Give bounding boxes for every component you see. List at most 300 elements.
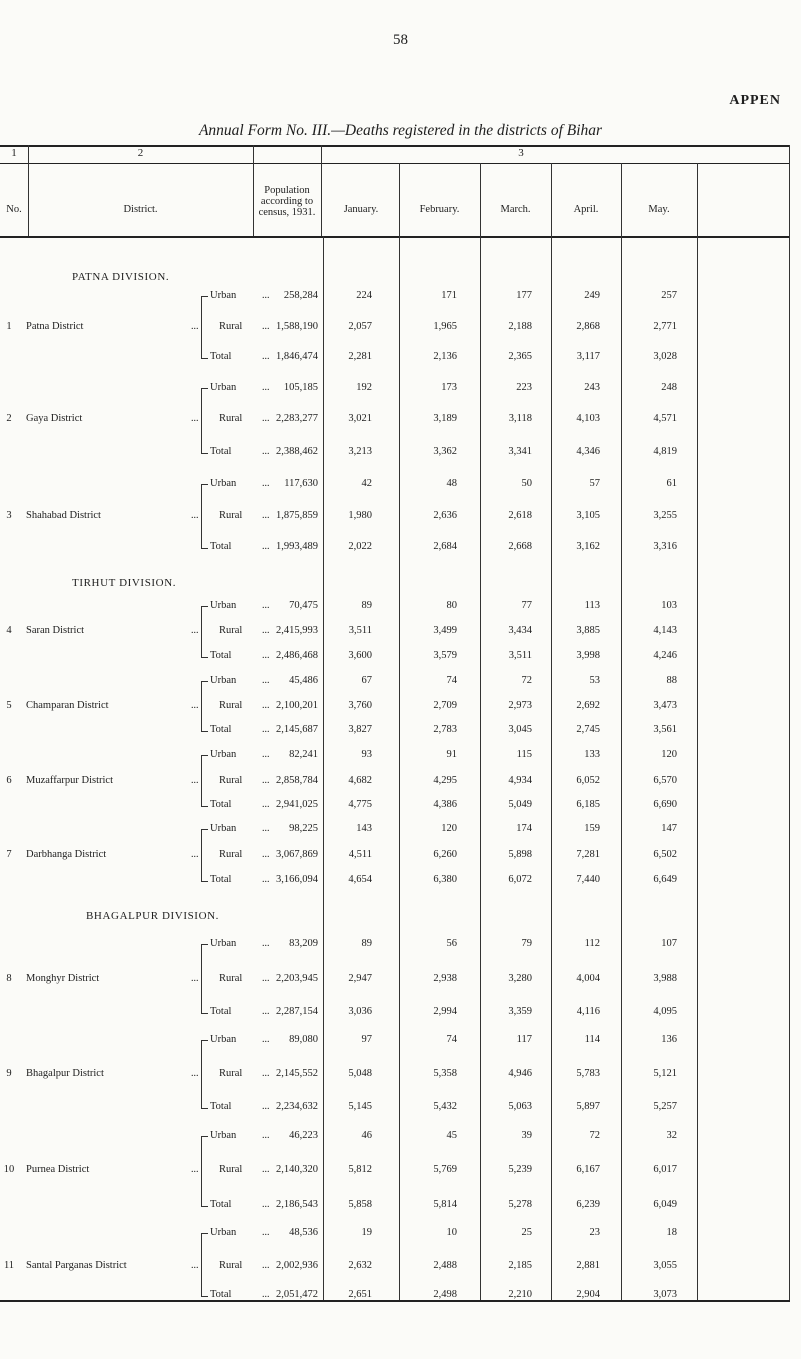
leader-dots: ... <box>262 351 270 362</box>
month-value-2: 4,295 <box>433 775 457 786</box>
month-value-1: 2,651 <box>348 1289 372 1300</box>
month-value-4: 3,105 <box>576 510 600 521</box>
month-value-5: 6,570 <box>653 775 677 786</box>
month-value-5: 257 <box>661 290 677 301</box>
month-value-5: 3,988 <box>653 973 677 984</box>
leader-dots: ... <box>262 1006 270 1017</box>
leader-dots: ... <box>262 799 270 810</box>
month-value-3: 5,239 <box>508 1164 532 1175</box>
district-number: 4 <box>6 625 12 636</box>
row-kind-total: Total <box>210 1289 232 1300</box>
month-value-3: 5,049 <box>508 799 532 810</box>
month-value-5: 4,819 <box>653 446 677 457</box>
month-value-4: 4,116 <box>576 1006 600 1017</box>
row-kind-rural: Rural <box>219 321 243 332</box>
month-value-3: 6,072 <box>508 874 532 885</box>
row-kind-urban: Urban <box>210 478 237 489</box>
population-value: 83,209 <box>289 938 318 949</box>
month-value-2: 91 <box>446 749 457 760</box>
month-value-5: 3,055 <box>653 1260 677 1271</box>
row-kind-rural: Rural <box>219 1068 243 1079</box>
month-value-5: 136 <box>661 1034 677 1045</box>
month-value-5: 4,095 <box>653 1006 677 1017</box>
row-kind-total: Total <box>210 1006 232 1017</box>
month-value-3: 223 <box>516 382 532 393</box>
month-value-5: 120 <box>661 749 677 760</box>
month-value-1: 2,022 <box>348 541 372 552</box>
row-kind-urban: Urban <box>210 823 237 834</box>
month-value-1: 192 <box>356 382 372 393</box>
month-value-1: 3,760 <box>348 700 372 711</box>
district-number: 3 <box>6 510 12 521</box>
month-value-5: 4,571 <box>653 413 677 424</box>
district-brace <box>201 755 208 807</box>
month-value-3: 2,668 <box>508 541 532 552</box>
month-value-4: 4,103 <box>576 413 600 424</box>
leader-dots: ... <box>262 413 270 424</box>
month-value-4: 3,162 <box>576 541 600 552</box>
population-value: 89,080 <box>289 1034 318 1045</box>
district-name: Gaya District <box>26 413 83 424</box>
population-value: 45,486 <box>289 675 318 686</box>
month-value-2: 5,358 <box>433 1068 457 1079</box>
population-value: 70,475 <box>289 600 318 611</box>
population-value: 2,002,936 <box>276 1260 318 1271</box>
month-value-2: 173 <box>441 382 457 393</box>
leader-dots: ... <box>262 1260 270 1271</box>
month-value-3: 39 <box>521 1130 532 1141</box>
district-brace <box>201 484 208 549</box>
leader-dots: ... <box>262 1034 270 1045</box>
header-population: Population according to census, 1931. <box>258 185 316 218</box>
month-value-4: 113 <box>584 600 600 611</box>
month-value-2: 5,769 <box>433 1164 457 1175</box>
month-value-5: 3,028 <box>653 351 677 362</box>
month-value-1: 46 <box>361 1130 372 1141</box>
district-name: Darbhanga District <box>26 849 107 860</box>
population-value: 2,287,154 <box>276 1006 318 1017</box>
row-kind-rural: Rural <box>219 413 243 424</box>
leader-dots: ... <box>191 321 199 332</box>
district-number: 6 <box>6 775 12 786</box>
month-value-2: 80 <box>446 600 457 611</box>
header-april: April. <box>573 204 599 215</box>
leader-dots: ... <box>262 290 270 301</box>
population-value: 117,630 <box>284 478 318 489</box>
col-rule-february <box>480 163 481 1300</box>
month-value-5: 3,316 <box>653 541 677 552</box>
district-brace <box>201 296 208 359</box>
month-value-5: 147 <box>661 823 677 834</box>
row-kind-urban: Urban <box>210 1034 237 1045</box>
month-value-4: 2,868 <box>576 321 600 332</box>
month-value-3: 117 <box>516 1034 532 1045</box>
month-value-1: 3,511 <box>348 625 372 636</box>
leader-dots: ... <box>262 1227 270 1238</box>
leader-dots: ... <box>262 382 270 393</box>
month-value-2: 3,189 <box>433 413 457 424</box>
month-value-1: 89 <box>361 938 372 949</box>
district-name: Bhagalpur District <box>26 1068 104 1079</box>
row-kind-rural: Rural <box>219 1164 243 1175</box>
month-value-5: 18 <box>666 1227 677 1238</box>
population-value: 3,166,094 <box>276 874 318 885</box>
month-value-3: 5,278 <box>508 1199 532 1210</box>
column-number-2: 2 <box>137 147 144 159</box>
col-rule-may <box>697 163 698 1300</box>
population-value: 3,067,869 <box>276 849 318 860</box>
row-kind-urban: Urban <box>210 600 237 611</box>
header-bottom-rule <box>0 236 790 238</box>
header-march: March. <box>500 204 531 215</box>
month-value-4: 23 <box>589 1227 600 1238</box>
population-value: 2,388,462 <box>276 446 318 457</box>
month-value-4: 2,881 <box>576 1260 600 1271</box>
row-kind-rural: Rural <box>219 1260 243 1271</box>
month-value-4: 6,239 <box>576 1199 600 1210</box>
district-brace <box>201 944 208 1014</box>
month-value-4: 53 <box>589 675 600 686</box>
table-title: Annual Form No. III.—Deaths registered in the districts of Bihar <box>198 122 603 139</box>
month-value-2: 2,136 <box>433 351 457 362</box>
month-value-3: 2,188 <box>508 321 532 332</box>
month-value-5: 3,255 <box>653 510 677 521</box>
population-value: 2,140,320 <box>276 1164 318 1175</box>
month-value-5: 6,017 <box>653 1164 677 1175</box>
col-rule-population-body <box>323 236 324 1300</box>
row-kind-urban: Urban <box>210 290 237 301</box>
row-kind-rural: Rural <box>219 625 243 636</box>
column-number-rule <box>0 163 790 164</box>
month-value-5: 6,690 <box>653 799 677 810</box>
month-value-2: 2,636 <box>433 510 457 521</box>
leader-dots: ... <box>262 446 270 457</box>
month-value-3: 2,618 <box>508 510 532 521</box>
population-value: 2,186,543 <box>276 1199 318 1210</box>
district-name: Monghyr District <box>26 973 100 984</box>
month-value-2: 1,965 <box>433 321 457 332</box>
month-value-3: 4,934 <box>508 775 532 786</box>
district-brace <box>201 606 208 658</box>
column-number-3: 3 <box>518 147 524 159</box>
month-value-3: 3,341 <box>508 446 532 457</box>
population-value: 98,225 <box>289 823 318 834</box>
month-value-1: 3,827 <box>348 724 372 735</box>
row-kind-total: Total <box>210 799 232 810</box>
population-value: 1,993,489 <box>276 541 318 552</box>
header-no: No. <box>6 204 22 215</box>
month-value-4: 5,897 <box>576 1101 600 1112</box>
month-value-2: 2,488 <box>433 1260 457 1271</box>
month-value-5: 6,649 <box>653 874 677 885</box>
month-value-1: 67 <box>361 675 372 686</box>
month-value-1: 2,947 <box>348 973 372 984</box>
running-head: APPEN <box>729 93 781 108</box>
month-value-4: 5,783 <box>576 1068 600 1079</box>
leader-dots: ... <box>262 749 270 760</box>
month-value-3: 3,434 <box>508 625 532 636</box>
month-value-1: 4,682 <box>348 775 372 786</box>
column-number-1: 1 <box>11 147 17 159</box>
leader-dots: ... <box>191 510 199 521</box>
population-value: 2,145,687 <box>276 724 318 735</box>
district-number: 7 <box>6 849 12 860</box>
row-kind-rural: Rural <box>219 775 243 786</box>
district-brace <box>201 1233 208 1297</box>
month-value-4: 2,692 <box>576 700 600 711</box>
month-value-2: 48 <box>446 478 457 489</box>
division-title: TIRHUT DIVISION. <box>72 577 177 589</box>
month-value-3: 2,973 <box>508 700 532 711</box>
header-february: February. <box>419 204 460 215</box>
leader-dots: ... <box>191 973 199 984</box>
leader-dots: ... <box>262 1068 270 1079</box>
month-value-4: 3,998 <box>576 650 600 661</box>
month-value-3: 177 <box>516 290 532 301</box>
month-value-3: 5,063 <box>508 1101 532 1112</box>
leader-dots: ... <box>262 938 270 949</box>
district-number: 10 <box>3 1164 15 1175</box>
month-value-5: 5,121 <box>653 1068 677 1079</box>
leader-dots: ... <box>262 973 270 984</box>
population-value: 48,536 <box>289 1227 318 1238</box>
month-value-1: 93 <box>361 749 372 760</box>
month-value-2: 120 <box>441 823 457 834</box>
month-value-5: 2,771 <box>653 321 677 332</box>
leader-dots: ... <box>262 600 270 611</box>
leader-dots: ... <box>262 1289 270 1300</box>
population-value: 258,284 <box>283 290 318 301</box>
leader-dots: ... <box>262 1130 270 1141</box>
month-value-3: 3,280 <box>508 973 532 984</box>
month-value-2: 6,380 <box>433 874 457 885</box>
row-kind-urban: Urban <box>210 1130 237 1141</box>
month-value-1: 89 <box>361 600 372 611</box>
leader-dots: ... <box>262 541 270 552</box>
district-name: Shahabad District <box>26 510 101 521</box>
month-value-5: 103 <box>661 600 677 611</box>
row-kind-urban: Urban <box>210 749 237 760</box>
leader-dots: ... <box>262 874 270 885</box>
leader-dots: ... <box>191 1164 199 1175</box>
month-value-1: 143 <box>356 823 372 834</box>
month-value-4: 4,346 <box>576 446 600 457</box>
month-value-5: 6,049 <box>653 1199 677 1210</box>
month-value-2: 2,498 <box>433 1289 457 1300</box>
leader-dots: ... <box>262 1101 270 1112</box>
month-value-1: 3,021 <box>348 413 372 424</box>
population-value: 2,486,468 <box>276 650 318 661</box>
district-name: Purnea District <box>26 1164 90 1175</box>
month-value-1: 3,213 <box>348 446 372 457</box>
month-value-3: 2,210 <box>508 1289 532 1300</box>
leader-dots: ... <box>262 775 270 786</box>
month-value-2: 6,260 <box>433 849 457 860</box>
leader-dots: ... <box>191 625 199 636</box>
col-rule-right <box>789 145 790 1300</box>
month-value-2: 45 <box>446 1130 457 1141</box>
month-value-1: 5,858 <box>348 1199 372 1210</box>
month-value-5: 5,257 <box>653 1101 677 1112</box>
district-name: Saran District <box>26 625 85 636</box>
row-kind-total: Total <box>210 351 232 362</box>
month-value-3: 3,511 <box>508 650 532 661</box>
population-value: 2,415,993 <box>276 625 318 636</box>
row-kind-urban: Urban <box>210 938 237 949</box>
month-value-4: 7,440 <box>576 874 600 885</box>
month-value-1: 5,812 <box>348 1164 372 1175</box>
month-value-1: 3,036 <box>348 1006 372 1017</box>
leader-dots: ... <box>262 675 270 686</box>
population-value: 46,223 <box>289 1130 318 1141</box>
leader-dots: ... <box>262 849 270 860</box>
month-value-1: 224 <box>356 290 372 301</box>
month-value-3: 79 <box>521 938 532 949</box>
month-value-3: 25 <box>521 1227 532 1238</box>
month-value-2: 56 <box>446 938 457 949</box>
month-value-3: 2,185 <box>508 1260 532 1271</box>
population-value: 1,875,859 <box>276 510 318 521</box>
leader-dots: ... <box>262 1199 270 1210</box>
division-title: BHAGALPUR DIVISION. <box>86 910 220 922</box>
month-value-1: 2,281 <box>348 351 372 362</box>
month-value-3: 174 <box>516 823 532 834</box>
month-value-1: 19 <box>361 1227 372 1238</box>
row-kind-total: Total <box>210 874 232 885</box>
month-value-1: 4,654 <box>348 874 372 885</box>
month-value-5: 6,502 <box>653 849 677 860</box>
month-value-5: 3,073 <box>653 1289 677 1300</box>
month-value-5: 3,473 <box>653 700 677 711</box>
month-value-4: 3,885 <box>576 625 600 636</box>
leader-dots: ... <box>191 1068 199 1079</box>
month-value-2: 74 <box>446 675 457 686</box>
district-brace <box>201 681 208 732</box>
row-kind-total: Total <box>210 650 232 661</box>
month-value-3: 3,045 <box>508 724 532 735</box>
population-value: 2,203,945 <box>276 973 318 984</box>
district-brace <box>201 1136 208 1207</box>
district-brace <box>201 1040 208 1109</box>
row-kind-total: Total <box>210 446 232 457</box>
month-value-1: 5,048 <box>348 1068 372 1079</box>
month-value-1: 4,511 <box>348 849 372 860</box>
month-value-2: 3,499 <box>433 625 457 636</box>
district-number: 1 <box>6 321 12 332</box>
district-name: Muzaffarpur District <box>26 775 113 786</box>
leader-dots: ... <box>262 478 270 489</box>
population-value: 2,100,201 <box>276 700 318 711</box>
month-value-2: 5,432 <box>433 1101 457 1112</box>
month-value-3: 115 <box>516 749 532 760</box>
header-district: District. <box>123 204 158 215</box>
month-value-4: 6,052 <box>576 775 600 786</box>
division-title: PATNA DIVISION. <box>72 271 170 283</box>
month-value-1: 4,775 <box>348 799 372 810</box>
month-value-4: 6,167 <box>576 1164 600 1175</box>
month-value-2: 10 <box>446 1227 457 1238</box>
district-name: Champaran District <box>26 700 109 711</box>
row-kind-rural: Rural <box>219 849 243 860</box>
month-value-4: 57 <box>589 478 600 489</box>
district-brace <box>201 829 208 882</box>
month-value-3: 3,118 <box>508 413 532 424</box>
population-value: 2,234,632 <box>276 1101 318 1112</box>
district-number: 9 <box>6 1068 12 1079</box>
population-value: 2,858,784 <box>276 775 318 786</box>
month-value-2: 3,579 <box>433 650 457 661</box>
leader-dots: ... <box>262 650 270 661</box>
month-value-2: 4,386 <box>433 799 457 810</box>
header-may: May. <box>648 204 670 215</box>
month-value-2: 5,814 <box>433 1199 457 1210</box>
month-value-2: 171 <box>441 290 457 301</box>
month-value-4: 114 <box>584 1034 600 1045</box>
month-value-4: 133 <box>584 749 600 760</box>
month-value-3: 77 <box>521 600 532 611</box>
district-number: 5 <box>6 700 12 711</box>
month-value-5: 248 <box>661 382 677 393</box>
row-kind-urban: Urban <box>210 675 237 686</box>
month-value-3: 5,898 <box>508 849 532 860</box>
col-rule-march <box>551 163 552 1300</box>
month-value-5: 4,143 <box>653 625 677 636</box>
district-name: Santal Parganas District <box>26 1260 127 1271</box>
district-brace <box>201 388 208 454</box>
month-value-3: 2,365 <box>508 351 532 362</box>
month-value-2: 3,362 <box>433 446 457 457</box>
month-value-2: 2,994 <box>433 1006 457 1017</box>
month-value-1: 2,057 <box>348 321 372 332</box>
row-kind-total: Total <box>210 724 232 735</box>
leader-dots: ... <box>262 724 270 735</box>
row-kind-rural: Rural <box>219 510 243 521</box>
month-value-1: 42 <box>361 478 372 489</box>
month-value-5: 4,246 <box>653 650 677 661</box>
leader-dots: ... <box>262 321 270 332</box>
month-value-4: 112 <box>584 938 600 949</box>
leader-dots: ... <box>191 413 199 424</box>
month-value-4: 72 <box>589 1130 600 1141</box>
leader-dots: ... <box>191 700 199 711</box>
population-value: 82,241 <box>289 749 318 760</box>
leader-dots: ... <box>262 823 270 834</box>
district-name: Patna District <box>26 321 84 332</box>
month-value-5: 61 <box>666 478 677 489</box>
page-number: 58 <box>393 32 408 48</box>
population-value: 2,941,025 <box>276 799 318 810</box>
month-value-4: 4,004 <box>576 973 600 984</box>
population-value: 2,051,472 <box>276 1289 318 1300</box>
population-value: 105,185 <box>283 382 318 393</box>
table-bottom-rule <box>0 1300 790 1302</box>
header-january: January. <box>343 204 379 215</box>
month-value-2: 74 <box>446 1034 457 1045</box>
month-value-4: 249 <box>584 290 600 301</box>
district-number: 2 <box>6 413 12 424</box>
month-value-4: 6,185 <box>576 799 600 810</box>
row-kind-total: Total <box>210 1199 232 1210</box>
month-value-3: 3,359 <box>508 1006 532 1017</box>
month-value-2: 2,709 <box>433 700 457 711</box>
month-value-4: 2,904 <box>576 1289 600 1300</box>
month-value-5: 107 <box>661 938 677 949</box>
month-value-2: 2,938 <box>433 973 457 984</box>
month-value-1: 97 <box>361 1034 372 1045</box>
month-value-1: 3,600 <box>348 650 372 661</box>
month-value-4: 7,281 <box>576 849 600 860</box>
col-rule-april <box>621 163 622 1300</box>
